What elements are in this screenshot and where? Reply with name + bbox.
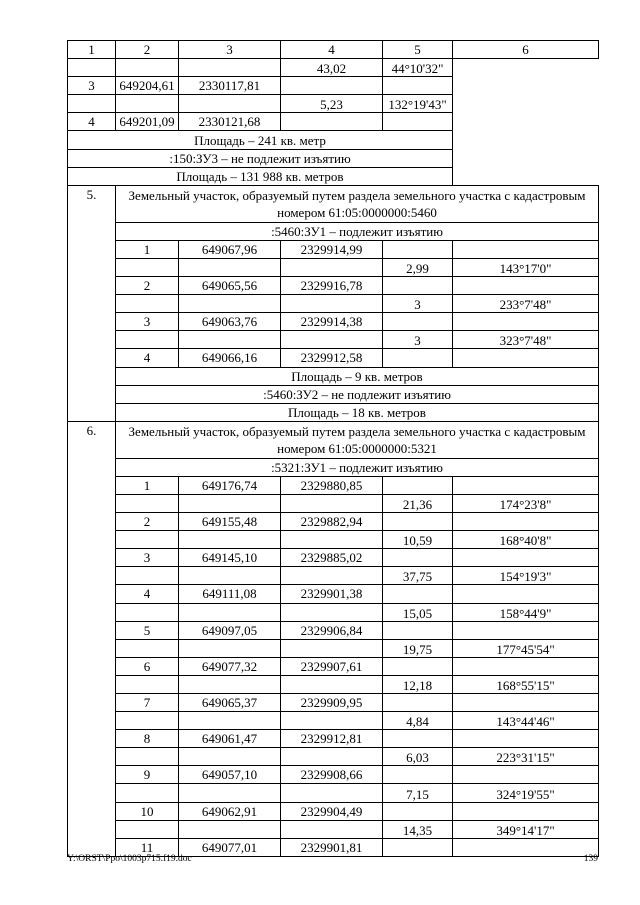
section-number-cell: 6. [68, 421, 116, 856]
empty-cell [281, 494, 383, 512]
empty-cell [453, 349, 599, 367]
coord-x: 649065,37 [179, 694, 281, 712]
empty-cell [453, 585, 599, 603]
segment-length: 3 [383, 331, 453, 349]
empty-cell [383, 730, 453, 748]
coord-x: 649097,05 [179, 621, 281, 639]
segment-angle: 233°7'48" [453, 295, 599, 313]
point-row [68, 657, 599, 675]
empty-cell [116, 258, 179, 276]
coord-y: 2329907,61 [281, 657, 383, 675]
point-row [68, 113, 599, 131]
segment-angle: 323°7'48" [453, 331, 599, 349]
empty-cell [383, 313, 453, 331]
segment-angle: 177°45'54" [453, 639, 599, 657]
coord-x: 649065,56 [179, 277, 281, 295]
empty-cell [179, 603, 281, 621]
empty-cell [383, 838, 453, 856]
segment-length: 15,05 [383, 603, 453, 621]
segment-row [68, 258, 599, 276]
point-number: 3 [116, 313, 179, 331]
empty-cell [179, 95, 281, 113]
empty-cell [68, 95, 116, 113]
note-row [68, 367, 599, 385]
segment-angle: 349°14'17" [453, 820, 599, 838]
empty-cell [116, 675, 179, 693]
segment-length: 19,75 [383, 639, 453, 657]
point-number: 4 [68, 113, 116, 131]
coord-y: 2329914,99 [281, 240, 383, 258]
segment-length: 14,35 [383, 820, 453, 838]
segment-angle: 168°55'15" [453, 675, 599, 693]
empty-cell [116, 820, 179, 838]
point-number: 9 [116, 766, 179, 784]
note-row [68, 167, 599, 185]
segment-row [68, 59, 599, 77]
coord-y: 2329901,38 [281, 585, 383, 603]
coord-x: 649061,47 [179, 730, 281, 748]
empty-cell [383, 77, 453, 95]
empty-cell [116, 95, 179, 113]
point-number: 11 [116, 838, 179, 856]
point-number: 5 [116, 621, 179, 639]
coord-x: 649111,08 [179, 585, 281, 603]
empty-cell [281, 748, 383, 766]
segment-angle: 154°19'3" [453, 567, 599, 585]
area-note: :5460:ЗУ2 – не подлежит изъятию [116, 385, 599, 403]
empty-cell [281, 784, 383, 802]
coord-x: 649057,10 [179, 766, 281, 784]
segment-length: 6,03 [383, 748, 453, 766]
empty-cell [383, 621, 453, 639]
empty-cell [281, 675, 383, 693]
empty-cell [453, 657, 599, 675]
point-number: 3 [68, 77, 116, 95]
area-note: Площадь – 241 кв. метр [68, 131, 453, 149]
empty-cell [383, 802, 453, 820]
empty-cell [116, 531, 179, 549]
segment-row [68, 531, 599, 549]
segment-row [68, 639, 599, 657]
point-number: 10 [116, 802, 179, 820]
section-subtitle: :5321:ЗУ1 – подлежит изъятию [116, 458, 599, 476]
segment-row [68, 494, 599, 512]
header-cell: 3 [179, 41, 281, 59]
coord-y: 2329904,49 [281, 802, 383, 820]
coord-y: 2329914,38 [281, 313, 383, 331]
point-row [68, 513, 599, 531]
segment-angle: 44°10'32" [383, 59, 453, 77]
area-note: Площадь – 9 кв. метров [116, 367, 599, 385]
segment-length: 7,15 [383, 784, 453, 802]
segment-angle: 168°40'8" [453, 531, 599, 549]
empty-cell [383, 277, 453, 295]
empty-cell [453, 549, 599, 567]
point-row [68, 349, 599, 367]
empty-cell [281, 258, 383, 276]
segment-length: 5,23 [281, 95, 383, 113]
segment-row [68, 567, 599, 585]
empty-cell [116, 712, 179, 730]
empty-cell [179, 258, 281, 276]
coord-y: 2329912,58 [281, 349, 383, 367]
empty-cell [179, 748, 281, 766]
coord-x: 649067,96 [179, 240, 281, 258]
segment-row [68, 95, 599, 113]
coord-y: 2329880,85 [281, 476, 383, 494]
segment-length: 12,18 [383, 675, 453, 693]
empty-cell [453, 240, 599, 258]
point-row [68, 549, 599, 567]
empty-cell [281, 77, 383, 95]
empty-cell [383, 657, 453, 675]
coord-y: 2329908,66 [281, 766, 383, 784]
point-number: 1 [116, 240, 179, 258]
empty-cell [116, 603, 179, 621]
coord-y: 2329885,02 [281, 549, 383, 567]
empty-cell [116, 494, 179, 512]
segment-angle: 324°19'55" [453, 784, 599, 802]
empty-cell [383, 513, 453, 531]
empty-cell [383, 349, 453, 367]
header-cell: 1 [68, 41, 116, 59]
empty-cell [179, 639, 281, 657]
point-row [68, 694, 599, 712]
coord-x: 649204,61 [116, 77, 179, 95]
segment-row [68, 820, 599, 838]
segment-length: 10,59 [383, 531, 453, 549]
segment-row [68, 331, 599, 349]
empty-cell [383, 585, 453, 603]
point-number: 4 [116, 585, 179, 603]
point-row [68, 621, 599, 639]
point-number: 2 [116, 277, 179, 295]
empty-cell [116, 567, 179, 585]
empty-cell [179, 531, 281, 549]
segment-length: 21,36 [383, 494, 453, 512]
segment-row [68, 784, 599, 802]
area-note: :150:ЗУ3 – не подлежит изъятию [68, 149, 453, 167]
empty-cell [179, 59, 281, 77]
empty-cell [383, 766, 453, 784]
header-cell: 5 [383, 41, 453, 59]
point-number: 4 [116, 349, 179, 367]
point-number: 7 [116, 694, 179, 712]
section-subtitle-row [68, 222, 599, 240]
point-row [68, 585, 599, 603]
empty-cell [179, 331, 281, 349]
empty-cell [281, 295, 383, 313]
section-title: Земельный участок, образуемый путем раздела земельного участка с кадастровым номером 61:05:0000000:5460 [116, 185, 599, 222]
point-row [68, 77, 599, 95]
section-subtitle: :5460:ЗУ1 – подлежит изъятию [116, 222, 599, 240]
empty-cell [453, 513, 599, 531]
section-number-cell: 5. [68, 185, 116, 421]
coord-y: 2329882,94 [281, 513, 383, 531]
segment-angle: 132°19'43" [383, 95, 453, 113]
empty-cell [179, 820, 281, 838]
coord-y: 2329912,81 [281, 730, 383, 748]
empty-cell [179, 784, 281, 802]
coord-y: 2329906,84 [281, 621, 383, 639]
coord-y: 2329901,81 [281, 838, 383, 856]
empty-cell [179, 675, 281, 693]
segment-angle: 143°17'0" [453, 258, 599, 276]
point-row [68, 730, 599, 748]
empty-cell [68, 59, 116, 77]
coordinates-table [67, 40, 599, 857]
segment-angle: 158°44'9" [453, 603, 599, 621]
area-note: Площадь – 131 988 кв. метров [68, 167, 453, 185]
empty-cell [179, 712, 281, 730]
empty-cell [179, 567, 281, 585]
header-row [68, 41, 599, 59]
page-number: 139 [583, 854, 598, 864]
empty-cell [116, 59, 179, 77]
empty-cell [453, 766, 599, 784]
point-row [68, 277, 599, 295]
empty-cell [383, 476, 453, 494]
segment-angle: 174°23'8" [453, 494, 599, 512]
empty-cell [453, 621, 599, 639]
empty-cell [281, 820, 383, 838]
empty-cell [281, 603, 383, 621]
segment-row [68, 295, 599, 313]
empty-cell [383, 240, 453, 258]
empty-cell [281, 331, 383, 349]
empty-cell [281, 712, 383, 730]
coord-x: 649201,09 [116, 113, 179, 131]
coord-x: 649155,48 [179, 513, 281, 531]
empty-cell [453, 838, 599, 856]
empty-cell [116, 295, 179, 313]
empty-cell [453, 313, 599, 331]
coord-x: 649063,76 [179, 313, 281, 331]
empty-cell [453, 802, 599, 820]
empty-cell [453, 694, 599, 712]
header-cell: 6 [453, 41, 599, 59]
empty-cell [281, 113, 383, 131]
coord-x: 649145,10 [179, 549, 281, 567]
point-row [68, 476, 599, 494]
segment-angle: 223°31'15" [453, 748, 599, 766]
segment-length: 37,75 [383, 567, 453, 585]
note-row [68, 131, 599, 149]
empty-cell [453, 476, 599, 494]
point-number: 1 [116, 476, 179, 494]
coord-x: 649077,01 [179, 838, 281, 856]
empty-cell [116, 748, 179, 766]
empty-cell [383, 113, 453, 131]
empty-cell [383, 694, 453, 712]
segment-length: 2,99 [383, 258, 453, 276]
segment-row [68, 748, 599, 766]
empty-cell [453, 730, 599, 748]
header-cell: 4 [281, 41, 383, 59]
empty-cell [383, 549, 453, 567]
section-title-row [68, 185, 599, 222]
segment-angle: 143°44'46" [453, 712, 599, 730]
coord-y: 2329916,78 [281, 277, 383, 295]
empty-cell [179, 295, 281, 313]
empty-cell [116, 331, 179, 349]
section-subtitle-row [68, 458, 599, 476]
area-note: Площадь – 18 кв. метров [116, 403, 599, 421]
point-row [68, 766, 599, 784]
segment-row [68, 712, 599, 730]
point-row [68, 802, 599, 820]
section-title: Земельный участок, образуемый путем раздела земельного участка с кадастровым номером 61:05:0000000:5321 [116, 421, 599, 458]
note-row [68, 385, 599, 403]
empty-cell [179, 494, 281, 512]
segment-length: 3 [383, 295, 453, 313]
coord-x: 649066,16 [179, 349, 281, 367]
empty-cell [116, 784, 179, 802]
empty-cell [453, 277, 599, 295]
coord-y: 2330121,68 [179, 113, 281, 131]
empty-cell [281, 567, 383, 585]
coord-x: 649062,91 [179, 802, 281, 820]
point-number: 6 [116, 657, 179, 675]
note-row [68, 149, 599, 167]
header-cell: 2 [116, 41, 179, 59]
empty-cell [281, 531, 383, 549]
segment-row [68, 603, 599, 621]
coord-y: 2329909,95 [281, 694, 383, 712]
point-row [68, 240, 599, 258]
coord-y: 2330117,81 [179, 77, 281, 95]
segment-row [68, 675, 599, 693]
footer-file-path: Y:\ORST\Ppo\1003p715.f19.doc [67, 854, 192, 864]
point-number: 3 [116, 549, 179, 567]
coord-x: 649077,32 [179, 657, 281, 675]
segment-length: 4,84 [383, 712, 453, 730]
coord-x: 649176,74 [179, 476, 281, 494]
point-number: 2 [116, 513, 179, 531]
empty-cell [116, 639, 179, 657]
section-title-row [68, 421, 599, 458]
point-number: 8 [116, 730, 179, 748]
note-row [68, 403, 599, 421]
point-row [68, 313, 599, 331]
segment-length: 43,02 [281, 59, 383, 77]
empty-cell [281, 639, 383, 657]
